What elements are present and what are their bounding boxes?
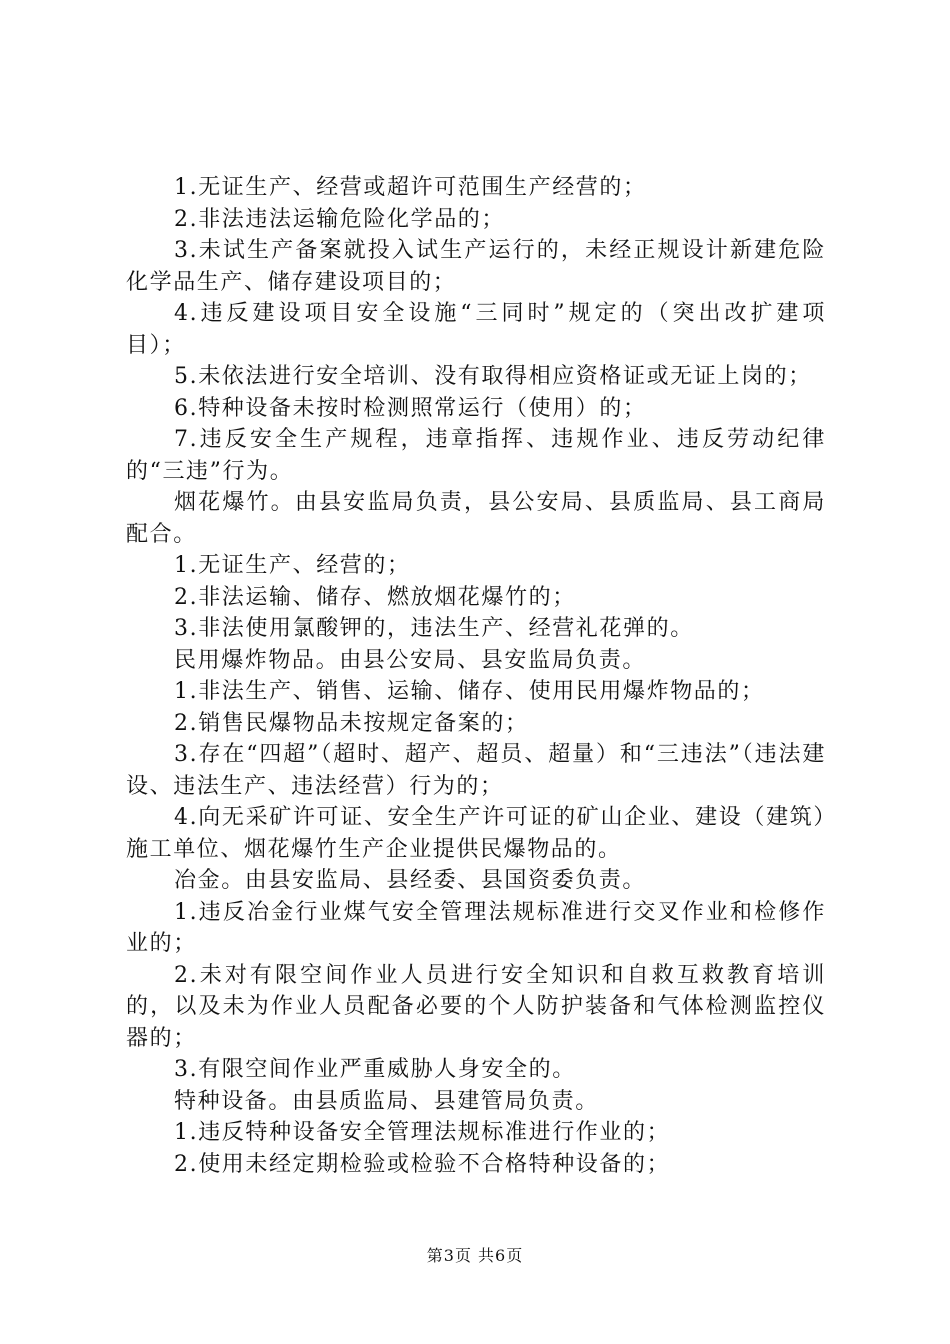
paragraph: 2.使用未经定期检验或检验不合格特种设备的；: [174, 1151, 671, 1177]
paragraph: 4.向无采矿许可证、安全生产许可证的矿山企业、建设（建筑）施工单位、烟花爆竹生产企业提供民爆物品的。: [126, 805, 826, 862]
document-body: [126, 172, 826, 1180]
paragraph: 3.非法使用氯酸钾的，违法生产、经营礼花弹的。: [174, 616, 694, 641]
paragraph: 1.违反特种设备安全管理法规标准进行作业的；: [174, 1120, 671, 1145]
paragraph: 2.非法运输、储存、燃放烟花爆竹的；: [174, 584, 576, 610]
paragraph: 3.未试生产备案就投入试生产运行的，未经正规设计新建危险化学品生产、储存建设项目的；: [126, 238, 826, 295]
section-heading-explosives: 民用爆炸物品。由县公安局、县安监局负责。: [174, 647, 647, 673]
paragraph: 2.非法违法运输危险化学品的；: [174, 206, 505, 232]
paragraph: 1.无证生产、经营的；: [174, 553, 411, 578]
page-number-footer: 第3页 共6页: [426, 1246, 524, 1265]
paragraph: 6.特种设备未按时检测照常运行（使用）的；: [174, 395, 647, 421]
paragraph: 3.有限空间作业严重威胁人身安全的。: [174, 1057, 576, 1082]
paragraph: 3.存在“四超”（超时、超产、超员、超量）和“三违法”（违法建设、违法生产、违法经营）行为的；: [126, 742, 826, 799]
paragraph: 7.违反安全生产规程，违章指挥、违规作业、违反劳动纪律的“三违”行为。: [126, 427, 826, 484]
paragraph: 1.非法生产、销售、运输、储存、使用民用爆炸物品的；: [174, 679, 765, 704]
paragraph: 4.违反建设项目安全设施“三同时”规定的（突出改扩建项目）；: [126, 301, 826, 358]
paragraph: 5.未依法进行安全培训、没有取得相应资格证或无证上岗的；: [174, 364, 812, 389]
paragraph: 1.违反冶金行业煤气安全管理法规标准进行交叉作业和检修作业的；: [126, 899, 826, 956]
section-heading-special-equipment: 特种设备。由县质监局、县建管局负责。: [174, 1088, 599, 1114]
paragraph: 1.无证生产、经营或超许可范围生产经营的；: [174, 175, 647, 200]
section-heading-fireworks: 烟花爆竹。由县安监局负责，县公安局、县质监局、县工商局配合。: [126, 490, 826, 547]
paragraph: 2.销售民爆物品未按规定备案的；: [174, 710, 529, 736]
paragraph: 2.未对有限空间作业人员进行安全知识和自救互救教育培训的，以及未为作业人员配备必要的个人防护装备和气体检测监控仪器的；: [126, 962, 826, 1051]
section-heading-metallurgy: 冶金。由县安监局、县经委、县国资委负责。: [174, 868, 647, 893]
